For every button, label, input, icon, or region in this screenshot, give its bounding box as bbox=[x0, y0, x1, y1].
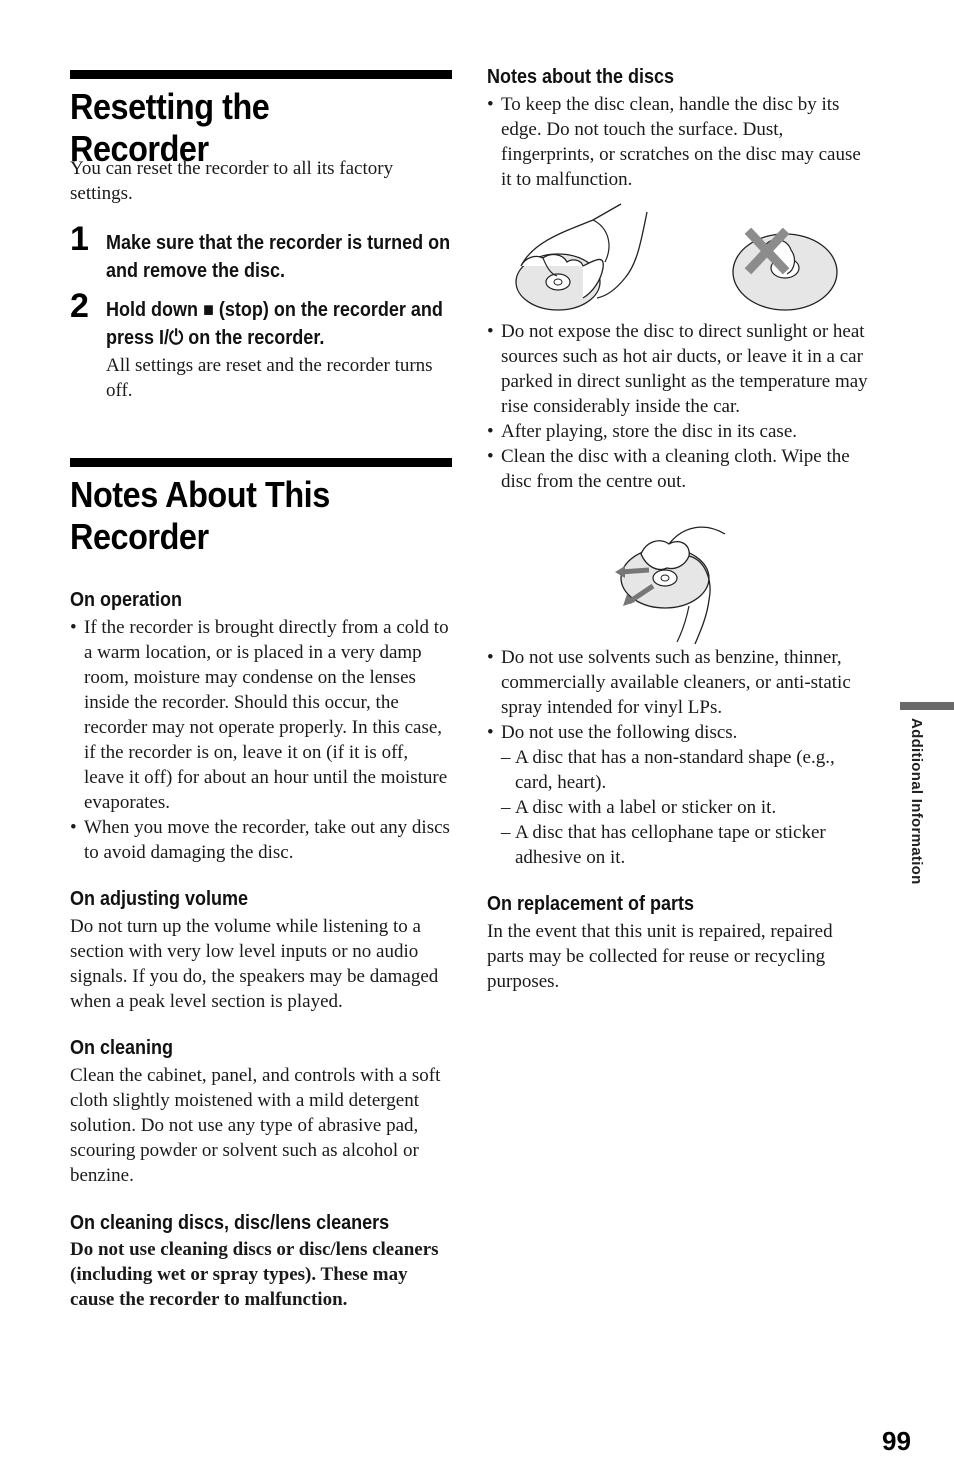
list-item: • If the recorder is brought directly from a cold to a warm location, or is placed in a very damp room, moisture may condense on the lenses inside the recorder. Should this occur, the recorder may not operate properly. In this case, if the recorder is on, leave it on (if it is off, leave it off) for about an hour until the moisture evaporates. bbox=[70, 615, 452, 815]
section-rule bbox=[70, 458, 452, 467]
power-icon: I/⏻ bbox=[159, 327, 184, 349]
list-item: • Do not use the following discs. – A disc that has a non-standard shape (e.g., card, heart). – A disc with a label or sticker on it. – A disc that has cellophane tape or sticker adhesive on it. bbox=[487, 720, 869, 870]
list-item: • To keep the disc clean, handle the disc by its edge. Do not touch the surface. Dust, fingerprints, or scratches on the disc may cause it to malfunction. bbox=[487, 92, 869, 192]
operation-list bbox=[70, 615, 452, 865]
disc-cleaning-illustration bbox=[613, 520, 743, 646]
list-item: • Do not expose the disc to direct sunlight or heat sources such as hot air ducts, or leave it in a car parked in direct sunlight as the temperature may rise considerably inside the car. bbox=[487, 319, 869, 419]
reset-title: Resetting the Recorder bbox=[70, 86, 270, 169]
list-item: – A disc that has cellophane tape or sticker adhesive on it. bbox=[501, 820, 869, 870]
stop-icon: ■ bbox=[202, 299, 214, 321]
notes-title: Notes About This Recorder bbox=[70, 474, 330, 557]
disc-handling-illustration bbox=[513, 202, 663, 314]
page-number: 99 bbox=[882, 1426, 911, 1456]
discs-list-3 bbox=[487, 645, 869, 870]
list-item: – A disc that has a non-standard shape (e.g., card, heart). bbox=[501, 745, 869, 795]
arrow-icon bbox=[621, 570, 649, 572]
discs-list-2 bbox=[487, 319, 869, 494]
list-item: – A disc with a label or sticker on it. bbox=[501, 795, 869, 820]
step-1-text: Make sure that the recorder is turned on and remove the disc. bbox=[106, 232, 451, 282]
cleaning-discs-body: Do not use cleaning discs or disc/lens cleaners (including wet or spray types). These may cause the recorder to malfunction. bbox=[70, 1239, 439, 1310]
section-rule bbox=[70, 70, 452, 79]
discs-list-1 bbox=[487, 92, 869, 192]
volume-heading: On adjusting volume bbox=[70, 888, 249, 910]
cleaning-discs-heading: On cleaning discs, disc/lens cleaners bbox=[70, 1212, 390, 1234]
step-2-text: Hold down ■ (stop) on the recorder and press I/⏻ on the recorder. bbox=[106, 299, 443, 349]
cleaning-body: Clean the cabinet, panel, and controls with a soft cloth slightly moistened with a mild detergent solution. Do not use any type of abrasive pad, scouring powder or solvent such as alcohol or benzine. bbox=[70, 1065, 441, 1186]
list-item: • Clean the disc with a cleaning cloth. Wipe the disc from the centre out. bbox=[487, 444, 869, 494]
parts-body: In the event that this unit is repaired, repaired parts may be collected for reuse or recycling purposes. bbox=[487, 921, 833, 992]
list-item: • Do not use solvents such as benzine, thinner, commercially available cleaners, or anti-static spray intended for vinyl LPs. bbox=[487, 645, 869, 720]
disc-wrong-handling-illustration bbox=[731, 228, 839, 314]
step-1-number: 1 bbox=[70, 220, 89, 258]
operation-heading: On operation bbox=[70, 589, 183, 611]
list-item: • When you move the recorder, take out any discs to avoid damaging the disc. bbox=[70, 815, 452, 865]
section-tab bbox=[900, 702, 954, 710]
parts-heading: On replacement of parts bbox=[487, 893, 695, 915]
discs-heading: Notes about the discs bbox=[487, 66, 675, 88]
cleaning-heading: On cleaning bbox=[70, 1037, 174, 1059]
volume-body: Do not turn up the volume while listening to a section with very low level inputs or no audio signals. If you do, the speakers may be damaged when a peak level section is played. bbox=[70, 916, 439, 1012]
discs-dash-list bbox=[501, 745, 869, 870]
list-item: • After playing, store the disc in its case. bbox=[487, 419, 869, 444]
section-label: Additional Information bbox=[908, 718, 925, 885]
step-2-number: 2 bbox=[70, 287, 89, 325]
step-2-result: All settings are reset and the recorder turns off. bbox=[106, 355, 433, 401]
reset-intro: You can reset the recorder to all its factory settings. bbox=[70, 158, 394, 204]
